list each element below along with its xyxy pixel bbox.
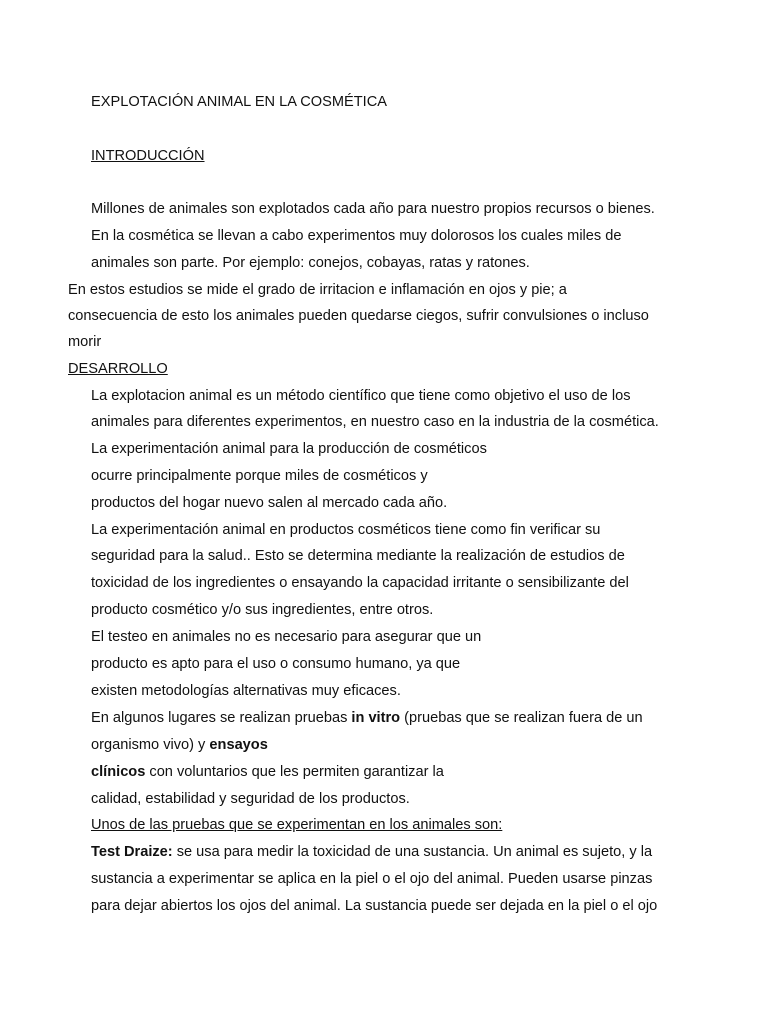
calidad-line: calidad, estabilidad y seguridad de los productos. bbox=[91, 791, 410, 807]
dev-line-7: seguridad para la salud.. Esto se determina mediante la realización de estudios de bbox=[91, 548, 625, 564]
clinicos-line-bold: clínicos bbox=[91, 764, 146, 780]
dev-line-5: productos del hogar nuevo salen al mercado cada año. bbox=[91, 495, 448, 511]
clinicos-line bbox=[91, 763, 444, 781]
vitro-line-pre: En algunos lugares se realizan pruebas bbox=[91, 710, 352, 726]
intro-line-6: morir bbox=[68, 334, 102, 350]
vitro-line-post: (pruebas que se realizan fuera de un bbox=[400, 710, 643, 726]
tests-heading: Unos de las pruebas que se experimentan en los animales son: bbox=[91, 817, 503, 833]
intro-heading: INTRODUCCIÓN bbox=[91, 148, 205, 164]
intro-line-5: consecuencia de esto los animales pueden quedarse ciegos, sufrir convulsiones o incluso bbox=[68, 308, 649, 324]
dev-line-6: La experimentación animal en productos cosméticos tiene como fin verificar su bbox=[91, 522, 601, 538]
draize-line-bold: Test Draize: bbox=[91, 844, 173, 860]
intro-line-2: En la cosmética se llevan a cabo experimentos muy dolorosos los cuales miles de bbox=[91, 228, 622, 244]
dev-line-11: producto es apto para el uso o consumo humano, ya que bbox=[91, 656, 461, 672]
vitro-line bbox=[91, 709, 643, 727]
organismo-line-bold: ensayos bbox=[209, 737, 268, 753]
dev-line-2: animales para diferentes experimentos, en nuestro caso en la industria de la cosmética. bbox=[91, 414, 659, 430]
dev-line-4: ocurre principalmente porque miles de cosméticos y bbox=[91, 468, 428, 484]
draize-cont-2: para dejar abiertos los ojos del animal. La sustancia puede ser dejada en la piel o el ojo bbox=[91, 898, 658, 914]
clinicos-line-post: con voluntarios que les permiten garantizar la bbox=[145, 764, 444, 780]
organismo-line bbox=[91, 736, 268, 754]
dev-line-9: producto cosmético y/o sus ingredientes, entre otros. bbox=[91, 602, 434, 618]
dev-line-8: toxicidad de los ingredientes o ensayando la capacidad irritante o sensibilizante del bbox=[91, 575, 629, 591]
dev-line-10: El testeo en animales no es necesario para asegurar que un bbox=[91, 629, 482, 645]
dev-line-1: La explotacion animal es un método científico que tiene como objetivo el uso de los bbox=[91, 388, 631, 404]
document-title: EXPLOTACIÓN ANIMAL EN LA COSMÉTICA bbox=[91, 94, 387, 110]
intro-line-4: En estos estudios se mide el grado de irritacion e inflamación en ojos y pie; a bbox=[68, 282, 567, 298]
organismo-line-pre: organismo vivo) y bbox=[91, 737, 210, 753]
draize-line-post: se usa para medir la toxicidad de una sustancia. Un animal es sujeto, y la bbox=[172, 844, 653, 860]
dev-line-3: La experimentación animal para la producción de cosméticos bbox=[91, 441, 487, 457]
intro-line-3: animales son parte. Por ejemplo: conejos, cobayas, ratas y ratones. bbox=[91, 255, 530, 271]
vitro-line-bold: in vitro bbox=[351, 710, 401, 726]
intro-line-1: Millones de animales son explotados cada año para nuestro propios recursos o bienes. bbox=[91, 201, 655, 217]
draize-cont-1: sustancia a experimentar se aplica en la piel o el ojo del animal. Pueden usarse pinzas bbox=[91, 871, 653, 887]
draize-line bbox=[91, 843, 652, 861]
dev-heading: DESARROLLO bbox=[68, 361, 168, 377]
dev-line-12: existen metodologías alternativas muy eficaces. bbox=[91, 683, 401, 699]
